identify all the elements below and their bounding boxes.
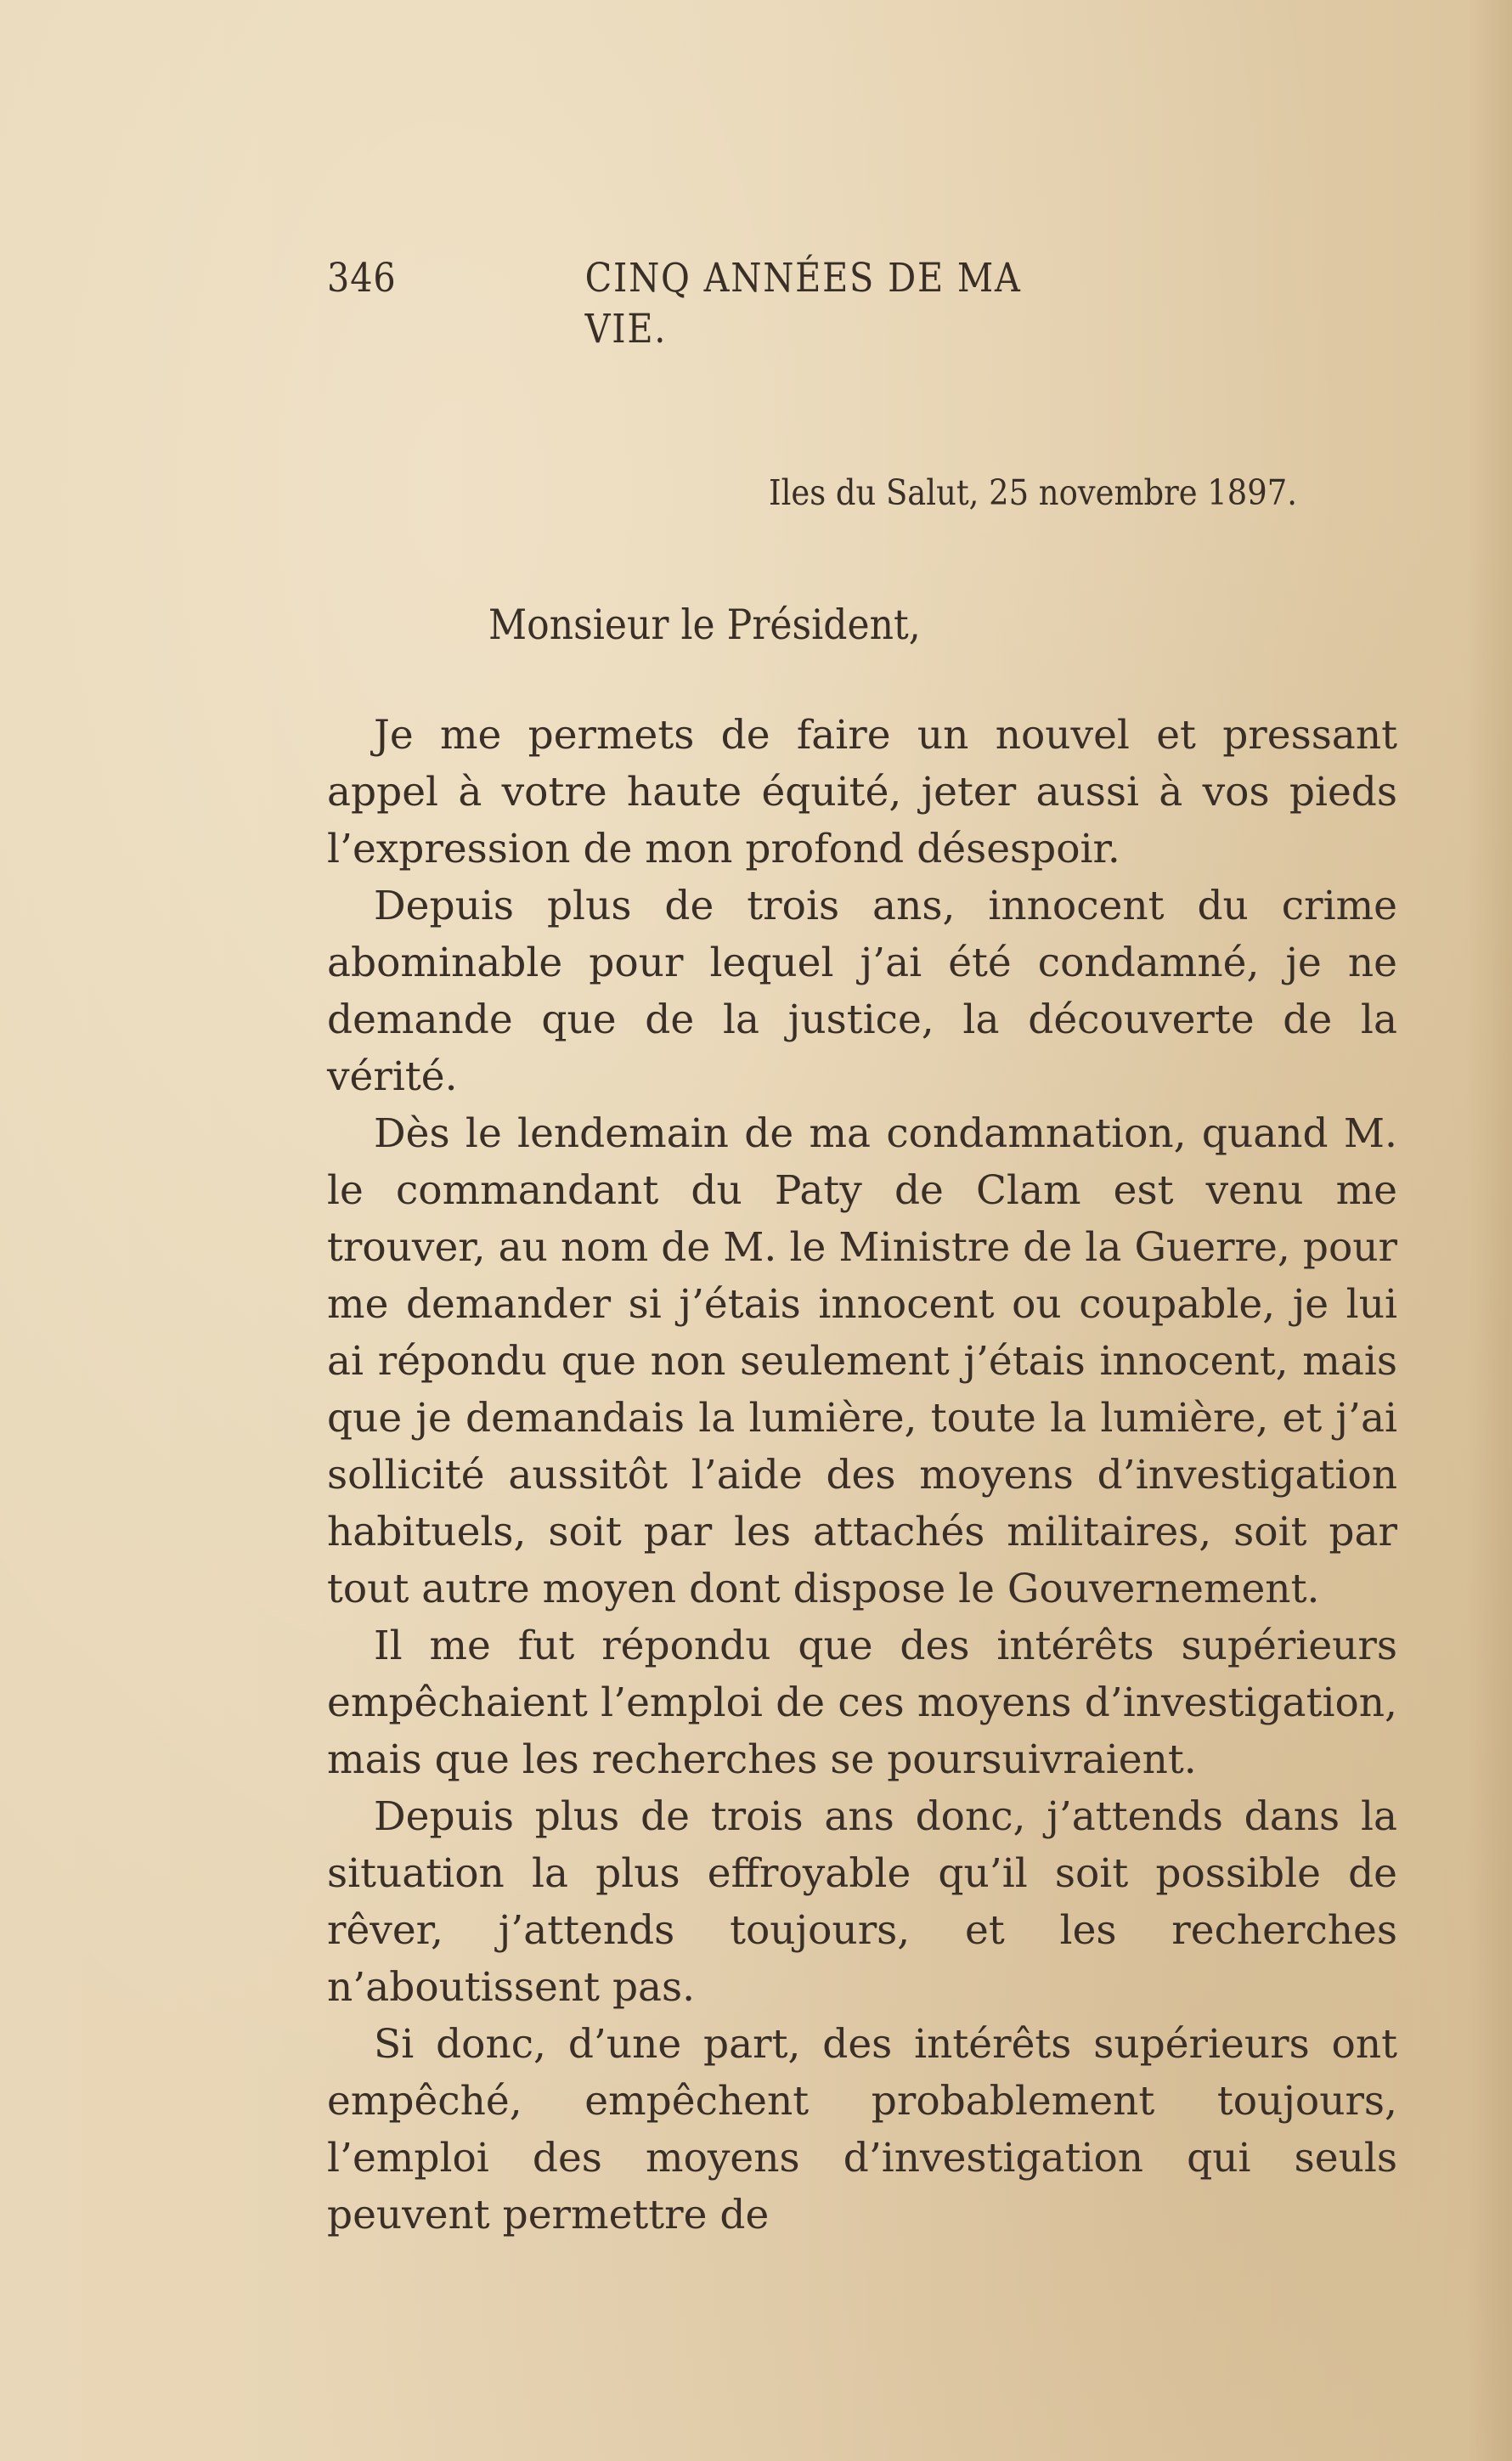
page-number: 346: [327, 255, 397, 302]
paragraph: Je me permets de faire un nouvel et pressant appel à votre haute équité, jeter aussi à vos pieds l’expression de mon profond désespoir.: [327, 712, 1397, 872]
running-title: CINQ ANNÉES DE MA VIE.: [584, 255, 1022, 353]
paragraph: Depuis plus de trois ans, innocent du crime abominable pour lequel j’ai été condamné, je ne demande que de la justice, la découverte de la vérité.: [327, 883, 1397, 1100]
letter-salutation: Monsieur le Président,: [488, 601, 921, 649]
paragraph: Depuis plus de trois ans donc, j’attends dans la situation la plus effroyable qu’il soit possible de rêver, j’attends toujours, et les recherches n’aboutissent pas.: [327, 1793, 1397, 2011]
letter-body: [327, 707, 1397, 2244]
paragraph: Il me fut répondu que des intérêts supérieurs empêchaient l’emploi de ces moyens d’investigation, mais que les recherches se poursuivraient.: [327, 1623, 1397, 1783]
paragraph: Dès le lendemain de ma condamnation, quand M. le commandant du Paty de Clam est venu me trouver, au nom de M. le Ministre de la Guerre, pour me demander si j’étais innocent ou coupable, je lui ai répondu que non seulement j’étais innocent, mais que je demandais la lumière, toute la lumière, et j’ai sollicité aussitôt l’aide des moyens d’investigation habituels, soit par les attachés militaires, soit par tout autre moyen dont dispose le Gouvernement.: [327, 1110, 1397, 1612]
paragraph: Si donc, d’une part, des intérêts supérieurs ont empêché, empêchent probablement toujours, l’emploi des moyens d’investigation qui seuls peuvent permettre de: [327, 2021, 1397, 2238]
letter-dateline: Iles du Salut, 25 novembre 1897.: [769, 472, 1297, 513]
running-head: [327, 253, 1030, 353]
